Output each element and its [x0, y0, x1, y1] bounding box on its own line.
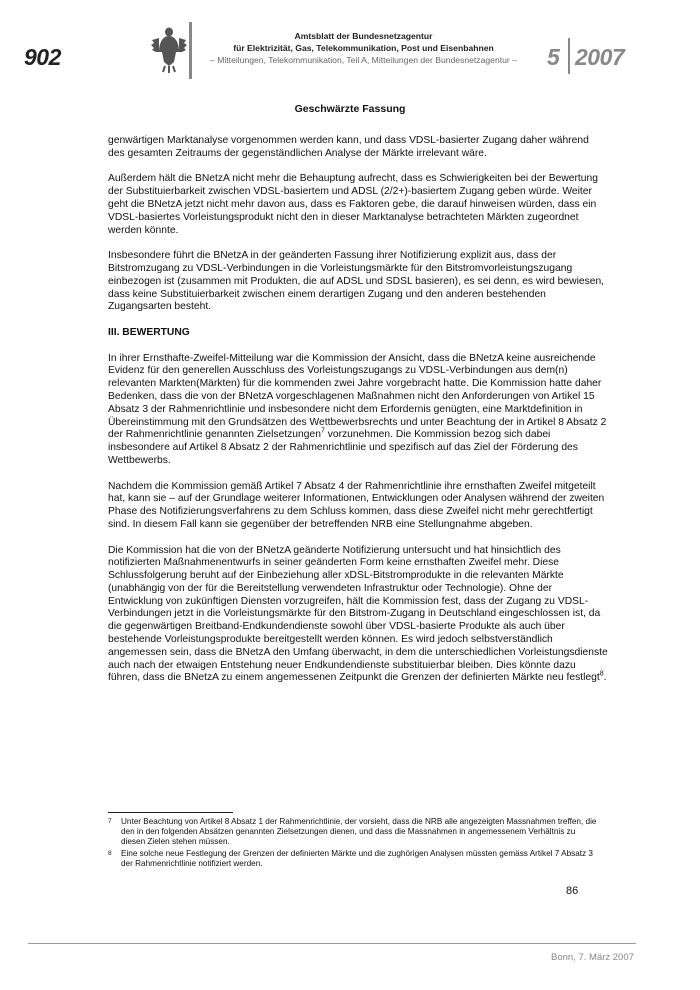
- publication-date: Bonn, 7. März 2007: [551, 952, 634, 963]
- paragraph: Außerdem hält die BNetzA nicht mehr die Behauptung aufrecht, dass es Schwierigkeiten bei der Bewertung der Substituierbarkeit zwischen VDSL-basiertem und ADSL (2/2+)-basiertem Zugang geben würde. Weiter geht die BNetzA jetzt nicht mehr davon aus, dass es Faktoren gebe, die darauf hinweisen würden, dass ein VDSL-basiertes Vorleistungsprodukt nicht den in dieser Marktanalyse betrachteten Märkten zugeordnet werden könnte.: [108, 173, 598, 236]
- paragraph-text: Die Kommission hat die von der BNetzA geänderte Notifizierung untersucht und hat hinsichtlich des notifizierten Maßnahmenentwurfs in seiner geänderten Form keine ernsthaften Zweifel mehr. Diese Schlussfolgerung beruht auf der Einbeziehung aller xDSL-Bitstromprodukte in die relevanten Märkte (unabhängig von der für die Bereitstellung verwendeten Infrastruktur oder Technologie). Ohne der Entwicklung von zukünftigen Diensten vorzugreifen, hält die Kommission fest, dass der Zugang zu VDSL-Verbindungen jetzt in die Vorleistungsmärkte für den Bitstrom-Zugang in Deutschland eingeschlossen ist, da die gegenwärtigen Breitband-Endkundendienste sowohl über VDSL-basierte Produkte als auch über bestehende Vorleistungsprodukte bereitgestellt werden können. Es wird jedoch selbstverständlich angemessen sein, dass die BNetzA den Umfang überwacht, in dem die unterschiedlichen Vorleistungsdienste auch nach der etwaigen Entstehung neuer Endkundendienste substituierbar bleiben. Dies könnte dazu führen, dass die BNetzA zu einem angemessenen Zeitpunkt die Grenzen der definierten Märkte neu festlegt: [108, 544, 608, 684]
- gazette-title: Amtsblatt der Bundesnetzagentur: [294, 31, 433, 41]
- issue-number: 5: [547, 44, 560, 70]
- document-body: [108, 135, 608, 698]
- paragraph-text: In ihrer Ernsthafte-Zweifel-Mitteilung war die Kommission der Ansicht, dass die BNetzA keine ausreichende Evidenz für den generellen Ausschluss des Vorleistungszugangs zu VDSL-Verbindungen aus dem(n) relevanten Markten(Märkten) für die kommenden zwei Jahre vorgebracht hatte. Die Kommission hatte daher Bedenken, dass die von der BNetzA vorgeschlagenen Maßnahmen nicht den Anforderungen von Artikel 15 Absatz 3 der Rahmenrichtlinie und insbesondere nicht dem Erfordernis genügten, eine Marktdefinition in Übereinstimmung mit den Grundsätzen des Wettbewerbsrechts und unter Beachtung der in Artikel 8 Absatz 2 der Rahmenrichtlinie genannten Zielsetzungen: [108, 352, 607, 441]
- issue-divider: [568, 38, 570, 74]
- section-heading: III. BEWERTUNG: [108, 326, 190, 338]
- footer-rule: [28, 943, 636, 944]
- document-page-number: 86: [566, 885, 579, 897]
- paragraph: Nachdem die Kommission gemäß Artikel 7 Absatz 4 der Rahmenrichtlinie ihre ernsthaften Zweifel mitgeteilt hat, kann sie – auf der Grundlage weiterer Informationen, Entwicklungen oder Analysen während der zweiten Phase des Notifizierungsverfahrens zu dem Schluss kommen, dass diese Zweifel nicht mehr gerechtfertigt sind. In diesem Fall kann sie gegenüber der betreffenden NRB eine Stellungnahme abgeben.: [108, 480, 605, 530]
- footnote: [108, 849, 598, 869]
- paragraph-text: vorzunehmen. Die Kommission bezog sich dabei insbesondere auf Artikel 8 Absatz 2 der Rahmenrichtlinie und spezifisch auf das Ziel der Förderung des Wettbewerbs.: [108, 429, 578, 466]
- footnote-ref[interactable]: 8: [599, 671, 604, 679]
- header-divider: [189, 22, 192, 79]
- footnote: [108, 817, 598, 848]
- footnote-separator: [108, 812, 233, 813]
- paragraph: Insbesondere führt die BNetzA in der geänderten Fassung ihrer Notifizierung explizit aus, dass der Bitstromzugang zu VDSL-Verbindungen in die Vorleistungsmärkte für den Bitstromvorleistungszugang einbezogen ist (zusammen mit Produkten, die auf ADSL und SDSL basieren), es sei denn, es wird bewiesen, dass keine Substituierbarkeit zwischen einem derartigen Zugang und den anderen bestehenden Zugangsarten besteht.: [108, 250, 605, 313]
- footnote-text: Unter Beachtung von Artikel 8 Absatz 1 der Rahmenrichtlinie, der vorsieht, dass die NRB alle angezeigten Massnahmen treffen, die den in den folgenden Absätzen genannten Zielsetzungen dienen, und dass die Massnahmen in angemessenem Verhältnis zu diesen Zielen stehen müssen.: [121, 817, 597, 847]
- paragraph: genwärtigen Marktanalyse vorgenommen werden kann, und dass VDSL-basierter Zugang daher während des gesamten Zeitraums der gegenständlichen Analyse der Märkte irrelevant wäre.: [108, 135, 589, 159]
- gazette-subtitle-line: für Elektrizität, Gas, Telekommunikation, Post und Eisenbahnen: [233, 43, 494, 53]
- federal-eagle-icon: [150, 22, 188, 78]
- paragraph-text: .: [603, 672, 607, 684]
- page-number: 902: [24, 44, 61, 70]
- paragraph: [108, 545, 608, 686]
- footnote-number: 8: [108, 849, 112, 857]
- paragraph: [108, 353, 608, 468]
- footnotes: [108, 817, 598, 870]
- footnote-ref[interactable]: 7: [320, 427, 325, 435]
- issue-year: 2007: [575, 44, 625, 70]
- document-heading: Geschwärzte Fassung: [294, 103, 406, 115]
- gazette-section: – Mitteilungen, Telekommunikation, Teil A, Mitteilungen der Bundesnetzagentur –: [210, 55, 517, 65]
- footnote-text: Eine solche neue Festlegung der Grenzen der definierten Märkte und die zughörigen Analysen müssten gemäss Artikel 7 Absatz 3 der Rahmenrichtlinie notifiziert werden.: [121, 848, 593, 868]
- footnote-number: 7: [108, 818, 112, 825]
